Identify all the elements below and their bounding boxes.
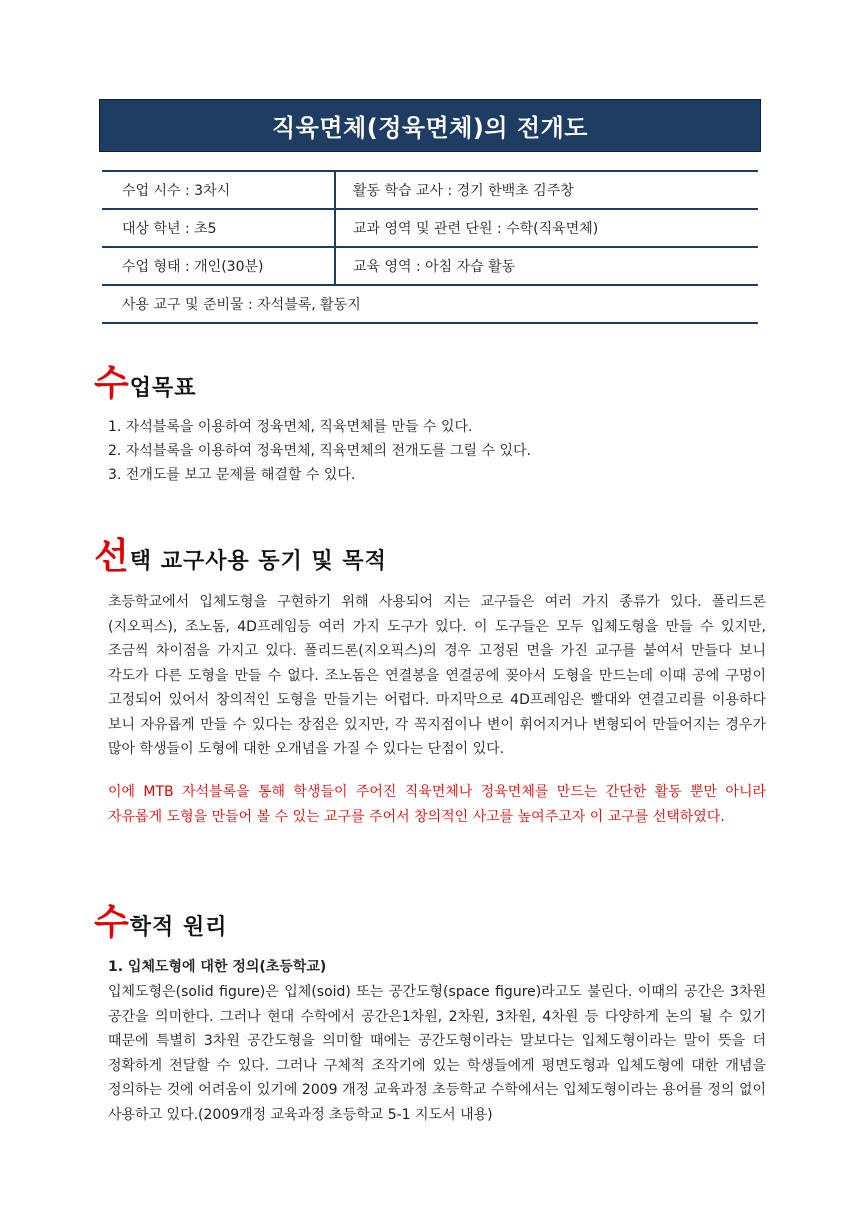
document-title-banner — [99, 99, 761, 152]
heading-initial: 선 — [94, 536, 129, 577]
lesson-info-table — [102, 170, 758, 324]
heading-text: 학적 원리 — [129, 915, 228, 940]
info-row — [102, 247, 758, 285]
heading-text: 업목표 — [129, 376, 197, 401]
heading-initial: 수 — [94, 363, 129, 404]
list-item: 3. 전개도를 보고 문제를 해결할 수 있다. — [108, 467, 356, 483]
subsection-title: 1. 입체도형에 대한 정의(초등학교) — [108, 959, 327, 975]
goals-list — [108, 415, 768, 487]
info-row — [102, 209, 758, 247]
list-item: 2. 자석블록을 이용하여 정육면체, 직육면체의 전개도를 그릴 수 있다. — [108, 443, 532, 459]
materials: 사용 교구 및 준비물 : 자석블록, 활동지 — [102, 285, 758, 323]
info-row — [102, 171, 758, 209]
section-heading-math-principle — [94, 902, 228, 943]
target-grade: 대상 학년 : 초5 — [102, 209, 335, 247]
heading-initial: 수 — [94, 902, 129, 943]
lesson-hours: 수업 시수 : 3차시 — [102, 171, 335, 209]
teacher: 활동 학습 교사 : 경기 한백초 김주창 — [335, 171, 758, 209]
subject-unit: 교과 영역 및 관련 단원 : 수학(직육면체) — [335, 209, 758, 247]
motivation-paragraph: 초등학교에서 입체도형을 구현하기 위해 사용되어 지는 교구들은 여러 가지 종류가 있다. 폴리드론(지오픽스), 조노돔, 4D프레임등 여러 가지 도구가 있다. 이 도구들은 모두 입체도형을 만들 수 있지만, 조금씩 차이점을 가지고 있다. 폴리드론(지오픽스)의 경우 고정된 면을 가진 교구를 붙여서 만들다 보니 각도가 다른 도형을 만들 수 없다. 조노돔은 연결봉을 연결공에 꽂아서 도형을 만드는데 이때 공에 구멍이 고정되어 있어서 창의적인 도형을 만들기는 어렵다. 마지막으로 4D프레임은 빨대와 연결고리를 이용하다 보니 자유롭게 만들 수 있다는 장점은 있지만, 각 꼭지점이나 변이 휘어지거나 변형되어 만들어지는 경우가 많아 학생들이 도형에 대한 오개념을 가질 수 있다는 단점이 있다. — [108, 594, 766, 757]
lesson-format: 수업 형태 : 개인(30분) — [102, 247, 335, 285]
info-row — [102, 285, 758, 323]
education-area: 교육 영역 : 아침 자습 활동 — [335, 247, 758, 285]
document-title: 직육면체(정육면체)의 전개도 — [271, 114, 588, 142]
list-item: 1. 자석블록을 이용하여 정육면체, 직육면체를 만들 수 있다. — [108, 419, 473, 435]
heading-text: 택 교구사용 동기 및 목적 — [129, 549, 387, 574]
motivation-highlight-paragraph: 이에 MTB 자석블록을 통해 학생들이 주어진 직육면체나 정육면체를 만드는 간단한 활동 뿐만 아니라 자유롭게 도형을 만들어 볼 수 있는 교구를 주어서 창의적인 사고를 높여주고자 이 교구를 선택하였다. — [108, 784, 766, 825]
section-heading-motivation — [94, 536, 387, 577]
definition-paragraph: 입체도형은(solid figure)은 입체(soid) 또는 공간도형(space figure)라고도 불린다. 이때의 공간은 3차원 공간을 의미한다. 그러나 현대 수학에서 공간은1차원, 2차원, 3차원, 4차원 등 다양하게 논의 될 수 있기 때문에 특별히 3차원 공간도형을 의미할 때에는 공간도형이라는 말보다는 입체도형이라는 말이 뜻을 더 정확하게 전달할 수 있다. 그러나 구체적 조작기에 있는 학생들에게 평면도형과 입체도형에 대한 개념을 정의하는 것에 어려움이 있기에 2009 개정 교육과정 초등학교 수학에서는 입체도형이라는 용어를 정의 없이 사용하고 있다.(2009개정 교육과정 초등학교 5-1 지도서 내용) — [108, 984, 766, 1123]
section-heading-goals — [94, 363, 197, 404]
